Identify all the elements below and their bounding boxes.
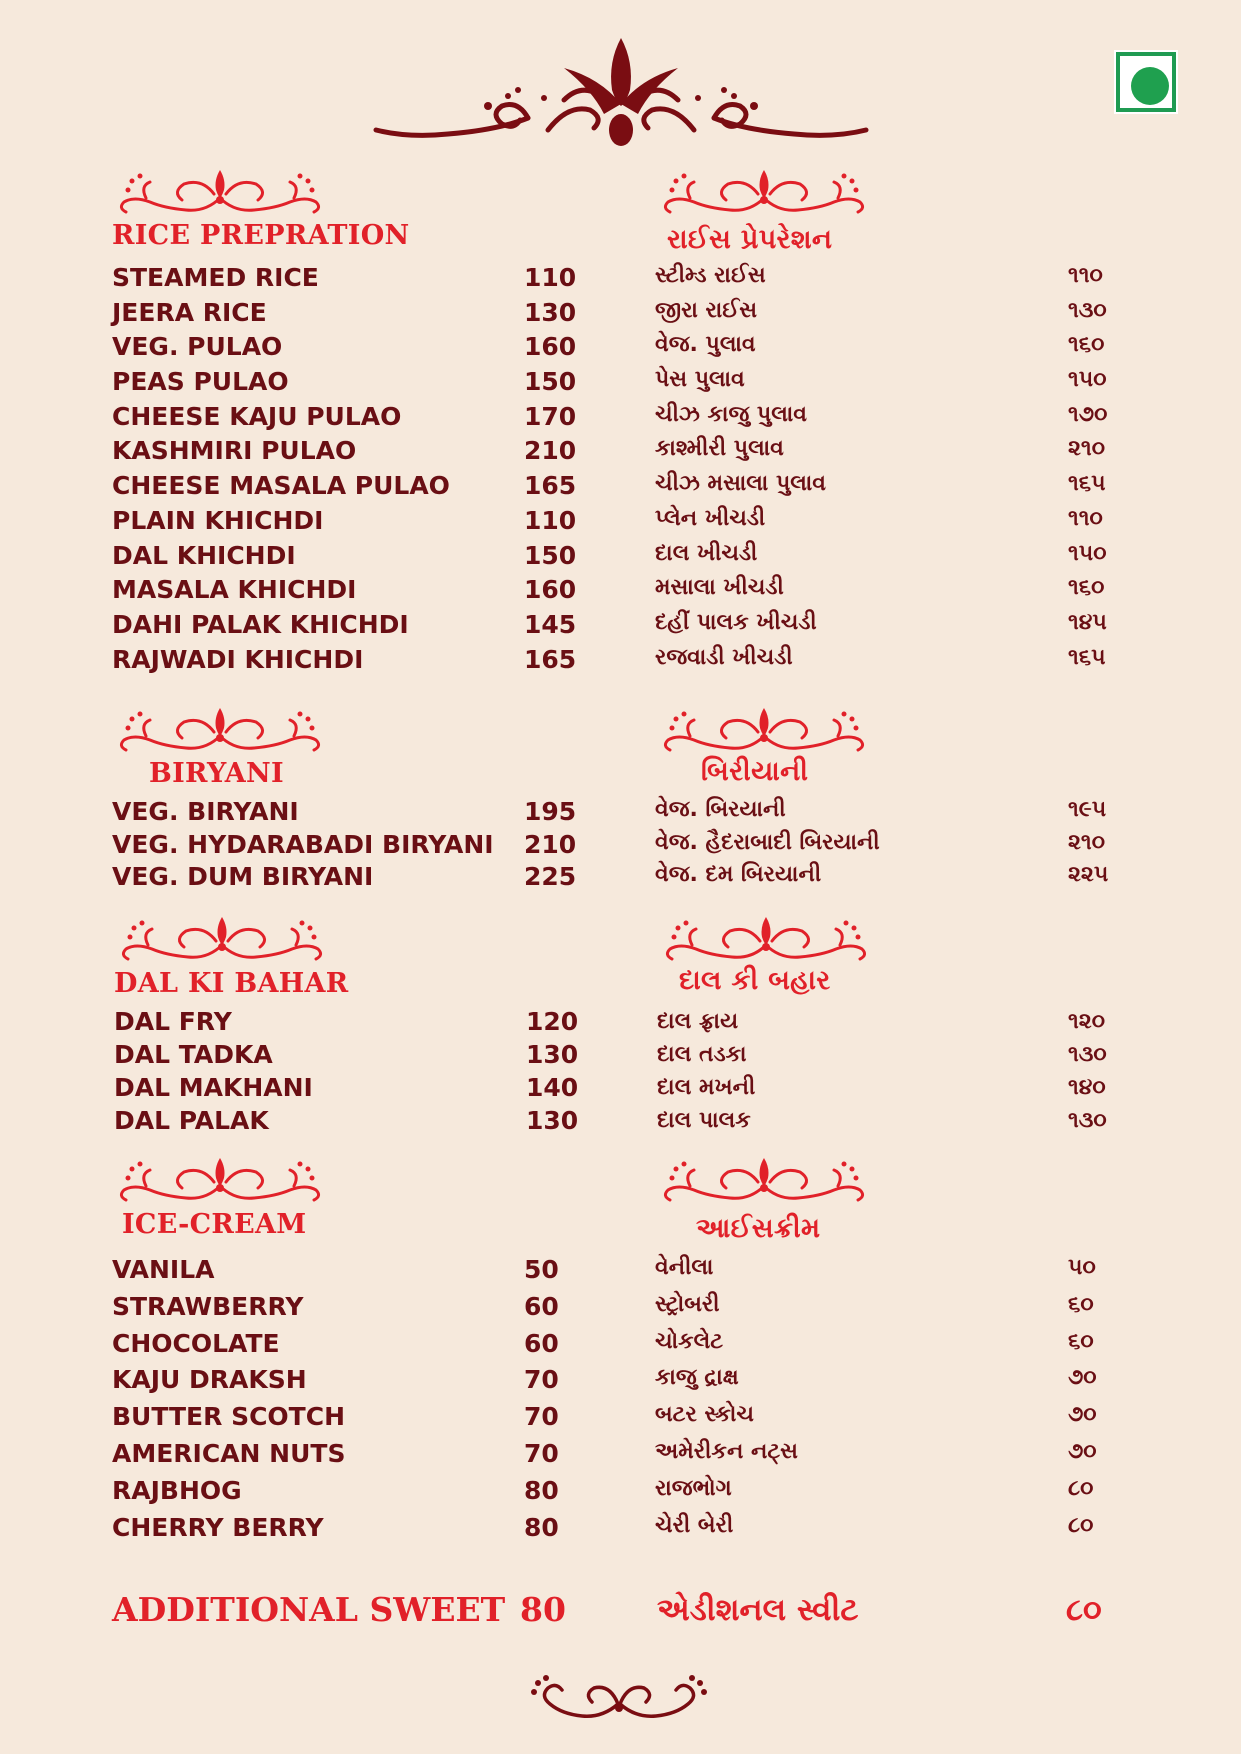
menu-item-name: સ્ટીમ્ડ રાઈસ xyxy=(655,263,766,288)
menu-item-price: 195 xyxy=(524,797,577,826)
menu-item-row xyxy=(112,540,577,576)
dal-list-en xyxy=(114,1007,579,1139)
menu-item-price: 70 xyxy=(524,1438,559,1468)
menu-item-row xyxy=(655,402,1115,437)
menu-item-price: 60 xyxy=(524,1291,559,1321)
menu-item-price: ૧૩૦ xyxy=(1068,297,1107,323)
biryani-list-en xyxy=(112,797,577,895)
dal-list-gu xyxy=(657,1009,1117,1141)
menu-item-name: DAL KHICHDI xyxy=(112,540,296,570)
menu-item-name: ચેરી બેરી xyxy=(655,1512,734,1538)
menu-item-name: કાશ્મીરી પુલાવ xyxy=(655,436,784,462)
menu-item-price: ૧૯૫ xyxy=(1068,797,1107,822)
menu-item-row xyxy=(112,1365,572,1402)
menu-item-row xyxy=(655,1513,1115,1550)
menu-item-price: 150 xyxy=(524,367,577,397)
menu-item-row xyxy=(655,830,1115,863)
menu-item-name: દાલ તડકા xyxy=(657,1042,747,1067)
menu-item-row xyxy=(657,1042,1117,1075)
menu-item-row xyxy=(112,609,577,645)
menu-item-row xyxy=(655,367,1115,402)
menu-item-row xyxy=(655,471,1115,506)
menu-item-name: KASHMIRI PULAO xyxy=(112,436,357,466)
menu-item-price: 225 xyxy=(524,862,577,891)
menu-item-row xyxy=(114,1007,579,1040)
menu-item-row xyxy=(112,1292,572,1329)
menu-item-row xyxy=(112,829,577,863)
menu-item-name: VEG. PULAO xyxy=(112,332,283,362)
menu-item-row xyxy=(114,1073,579,1106)
menu-item-price: ૨૨૫ xyxy=(1068,862,1109,887)
menu-item-row xyxy=(655,1329,1115,1366)
menu-item-name: VEG. BIRYANI xyxy=(112,797,299,826)
menu-item-row xyxy=(112,862,577,895)
additional-sweet-label-gu: એડીશનલ સ્વીટ xyxy=(657,1592,859,1628)
menu-item-name: BUTTER SCOTCH xyxy=(112,1402,345,1432)
menu-item-name: MASALA KHICHDI xyxy=(112,575,357,605)
menu-item-name: DAL PALAK xyxy=(114,1106,269,1135)
menu-item-row xyxy=(655,436,1115,471)
menu-item-row xyxy=(112,1255,572,1292)
menu-item-name: AMERICAN NUTS xyxy=(112,1438,346,1468)
menu-item-name: વેજ. બિરયાની xyxy=(655,797,786,822)
menu-item-row xyxy=(655,332,1115,367)
menu-item-row xyxy=(112,367,577,402)
menu-item-row xyxy=(112,436,577,471)
menu-item-price: ૧૧૦ xyxy=(1068,505,1103,531)
menu-item-name: DAL MAKHANI xyxy=(114,1073,313,1102)
menu-item-row xyxy=(657,1108,1117,1141)
menu-item-name: PEAS PULAO xyxy=(112,367,289,397)
scroll-flourish-icon xyxy=(110,706,330,754)
menu-item-name: CHEESE KAJU PULAO xyxy=(112,401,402,431)
menu-item-price: 80 xyxy=(524,1512,559,1542)
menu-item-price: ૮૦ xyxy=(1068,1512,1094,1538)
menu-item-name: JEERA RICE xyxy=(112,297,267,327)
menu-item-row xyxy=(655,1365,1115,1402)
menu-item-name: PLAIN KHICHDI xyxy=(112,505,324,535)
menu-item-name: CHOCOLATE xyxy=(112,1328,280,1358)
menu-item-name: કાજુ દ્રાક્ષ xyxy=(655,1365,739,1391)
menu-item-name: ચીઝ કાજુ પુલાવ xyxy=(655,401,807,427)
menu-item-row xyxy=(112,471,577,506)
menu-item-price: 110 xyxy=(524,263,577,292)
menu-item-name: દાલ પાલક xyxy=(657,1108,751,1133)
scroll-flourish-icon xyxy=(112,915,332,963)
menu-item-name: વેજ. દમ બિરયાની xyxy=(655,862,822,887)
menu-item-row xyxy=(655,645,1115,680)
menu-item-row xyxy=(112,1329,572,1366)
menu-item-row xyxy=(114,1106,579,1139)
menu-item-name: મસાલા ખીચડી xyxy=(655,575,784,601)
menu-item-name: પેસ પુલાવ xyxy=(655,367,745,393)
menu-item-row xyxy=(112,1513,572,1550)
menu-item-price: ૧૧૦ xyxy=(1068,263,1103,288)
menu-item-price: 60 xyxy=(524,1328,559,1358)
scroll-flourish-icon xyxy=(522,1674,718,1726)
menu-item-price: 70 xyxy=(524,1365,559,1395)
menu-item-name: RAJBHOG xyxy=(112,1475,242,1505)
menu-item-price: 130 xyxy=(526,1040,579,1069)
menu-item-price: ૫૦ xyxy=(1068,1255,1096,1280)
menu-item-row xyxy=(655,1402,1115,1439)
menu-item-name: ચોકલેટ xyxy=(655,1328,724,1354)
menu-item-price: ૨૧૦ xyxy=(1068,436,1105,462)
menu-item-price: ૬૦ xyxy=(1068,1291,1094,1317)
menu-item-price: 165 xyxy=(524,471,577,501)
menu-item-row xyxy=(112,297,577,333)
scroll-flourish-icon xyxy=(656,915,876,963)
menu-item-row xyxy=(114,1040,579,1073)
veg-indicator-icon xyxy=(1116,52,1176,112)
menu-item-name: રાજભોગ xyxy=(655,1475,732,1501)
menu-item-row xyxy=(655,541,1115,576)
menu-item-price: ૭૦ xyxy=(1068,1402,1097,1428)
menu-item-price: ૬૦ xyxy=(1068,1328,1094,1354)
menu-item-price: 130 xyxy=(526,1106,579,1135)
menu-item-row xyxy=(655,797,1115,830)
menu-item-row xyxy=(655,575,1115,610)
menu-item-row xyxy=(112,263,577,298)
menu-item-price: ૧૩૦ xyxy=(1068,1108,1107,1133)
menu-item-name: STEAMED RICE xyxy=(112,263,319,292)
menu-item-price: 80 xyxy=(524,1475,559,1505)
menu-item-row xyxy=(112,644,577,680)
menu-item-row xyxy=(657,1075,1117,1108)
menu-item-row xyxy=(657,1009,1117,1042)
menu-item-price: ૧૭૦ xyxy=(1068,401,1108,427)
menu-item-name: પ્લેન ખીચડી xyxy=(655,505,766,531)
menu-item-name: KAJU DRAKSH xyxy=(112,1365,307,1395)
scroll-flourish-icon xyxy=(654,1156,874,1204)
biryani-title-en: BIRYANI xyxy=(149,758,284,789)
menu-item-name: CHEESE MASALA PULAO xyxy=(112,471,450,501)
menu-item-name: વેનીલા xyxy=(655,1255,714,1280)
menu-item-price: ૧૪૫ xyxy=(1068,609,1107,635)
icecream-title-gu: આઈસક્રીમ xyxy=(696,1213,821,1244)
menu-item-row xyxy=(655,1439,1115,1476)
menu-item-row xyxy=(112,401,577,437)
menu-item-name: સ્ટ્રોબરી xyxy=(655,1291,720,1317)
menu-item-row xyxy=(655,506,1115,541)
icecream-list-en xyxy=(112,1255,572,1549)
rice-list-en xyxy=(112,263,577,679)
menu-item-row xyxy=(655,610,1115,645)
menu-item-price: 160 xyxy=(524,575,577,605)
menu-item-name: DAHI PALAK KHICHDI xyxy=(112,609,409,639)
veg-indicator-dot xyxy=(1131,67,1169,105)
menu-item-name: વેજ. પુલાવ xyxy=(655,332,756,358)
menu-item-row xyxy=(655,1255,1115,1292)
biryani-list-gu xyxy=(655,797,1115,895)
menu-item-price: ૭૦ xyxy=(1068,1365,1097,1391)
menu-item-row xyxy=(655,298,1115,333)
menu-item-price: ૧૬૫ xyxy=(1068,644,1106,670)
menu-item-row xyxy=(655,263,1115,298)
menu-item-name: DAL FRY xyxy=(114,1007,232,1036)
menu-item-name: RAJWADI KHICHDI xyxy=(112,644,364,674)
biryani-title-gu: બિરીયાની xyxy=(701,756,809,787)
menu-item-price: 210 xyxy=(524,436,577,466)
menu-item-name: DAL TADKA xyxy=(114,1040,273,1069)
menu-item-name: વેજ. હૈદરાબાદી બિરયાની xyxy=(655,829,880,855)
dal-title-en: DAL KI BAHAR xyxy=(114,968,349,999)
menu-item-row xyxy=(655,862,1115,895)
menu-item-name: ચીઝ મસાલા પુલાવ xyxy=(655,471,826,497)
menu-item-price: 170 xyxy=(524,401,577,431)
menu-item-price: 140 xyxy=(526,1073,579,1102)
menu-item-name: દાલ ફ્રાય xyxy=(657,1009,739,1034)
menu-item-price: 130 xyxy=(524,297,577,327)
menu-item-name: અમેરીકન નટ્સ xyxy=(655,1438,799,1464)
icecream-title-en: ICE-CREAM xyxy=(122,1209,307,1240)
menu-item-price: ૧૨૦ xyxy=(1068,1009,1105,1034)
menu-item-name: VANILA xyxy=(112,1255,215,1284)
dal-title-gu: દાલ કી બહાર xyxy=(679,965,831,996)
fleur-de-lis-flourish-icon xyxy=(368,34,874,152)
menu-item-price: 150 xyxy=(524,540,577,570)
menu-item-row xyxy=(112,575,577,610)
menu-item-price: ૧૬૦ xyxy=(1068,332,1105,358)
scroll-flourish-icon xyxy=(110,168,330,216)
menu-item-row xyxy=(655,1476,1115,1513)
menu-item-row xyxy=(112,505,577,541)
menu-item-price: 210 xyxy=(524,829,577,859)
menu-item-name: VEG. DUM BIRYANI xyxy=(112,862,374,891)
menu-item-price: ૧૫૦ xyxy=(1068,367,1107,393)
rice-title-gu: રાઈસ પ્રેપરેશન xyxy=(667,224,833,255)
menu-item-name: દહીં પાલક ખીચડી xyxy=(655,609,817,635)
menu-item-row xyxy=(112,1402,572,1439)
menu-item-price: ૧૪૦ xyxy=(1068,1075,1106,1100)
menu-item-name: દાલ ખીચડી xyxy=(655,540,758,566)
menu-item-price: 165 xyxy=(524,644,577,674)
menu-item-row xyxy=(112,797,577,830)
menu-item-price: ૧૬૫ xyxy=(1068,471,1106,497)
scroll-flourish-icon xyxy=(110,1156,330,1204)
menu-item-name: CHERRY BERRY xyxy=(112,1512,324,1542)
scroll-flourish-icon xyxy=(654,706,874,754)
menu-item-row xyxy=(112,1439,572,1476)
menu-item-row xyxy=(112,332,577,367)
menu-item-row xyxy=(112,1476,572,1513)
menu-item-price: 120 xyxy=(526,1007,579,1036)
menu-item-price: ૮૦ xyxy=(1068,1475,1094,1501)
menu-item-name: રજવાડી ખીચડી xyxy=(655,644,793,670)
additional-sweet-label-en: ADDITIONAL SWEET xyxy=(112,1590,506,1629)
menu-item-price: 70 xyxy=(524,1402,559,1432)
menu-item-row xyxy=(655,1292,1115,1329)
menu-item-price: 110 xyxy=(524,505,577,535)
menu-item-price: ૧૩૦ xyxy=(1068,1042,1107,1067)
menu-item-name: જીરા રાઈસ xyxy=(655,297,758,323)
scroll-flourish-icon xyxy=(654,168,874,216)
menu-item-name: બટર સ્કોચ xyxy=(655,1402,755,1428)
menu-item-name: STRAWBERRY xyxy=(112,1291,304,1321)
additional-sweet-price-gu: ૮૦ xyxy=(1066,1592,1102,1628)
menu-item-price: 145 xyxy=(524,609,577,639)
rice-list-gu xyxy=(655,263,1115,679)
menu-item-name: દાલ મખની xyxy=(657,1075,756,1100)
menu-item-price: ૭૦ xyxy=(1068,1438,1097,1464)
menu-item-name: VEG. HYDARABADI BIRYANI xyxy=(112,829,494,859)
menu-item-price: ૧૬૦ xyxy=(1068,575,1105,601)
menu-item-price: ૧૫૦ xyxy=(1068,540,1107,566)
icecream-list-gu xyxy=(655,1255,1115,1549)
menu-item-price: ૨૧૦ xyxy=(1068,829,1105,855)
menu-item-price: 50 xyxy=(524,1255,559,1284)
rice-title-en: RICE PREPRATION xyxy=(112,220,410,251)
additional-sweet-price-en: 80 xyxy=(520,1590,566,1629)
menu-item-price: 160 xyxy=(524,332,577,362)
